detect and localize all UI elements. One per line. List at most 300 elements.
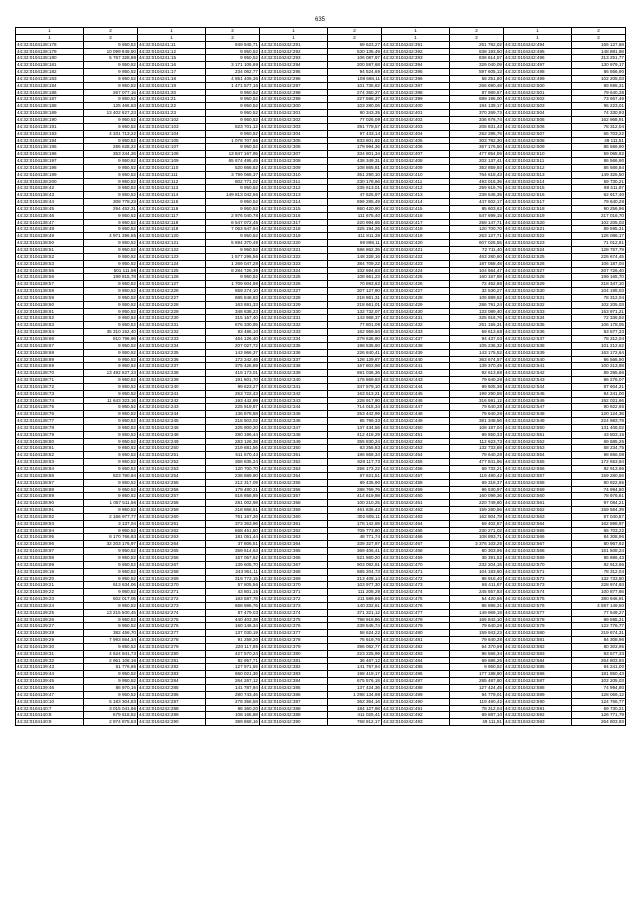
cadastral-value-cell: 104 183,60 (450, 568, 504, 575)
cadastral-number-cell: 44:32:0104242:442 (382, 370, 450, 377)
table-row (16, 602, 626, 609)
cadastral-number-cell: 44:32:0104242:469 (382, 554, 450, 561)
cadastral-number-cell: 44:32:0104242:387 (260, 698, 328, 705)
cadastral-number-cell: 44:32:0104242:577 (504, 609, 572, 616)
cadastral-value-cell: 183 587,78 (206, 596, 260, 603)
cadastral-value-cell: 9 950,52 (84, 219, 138, 226)
cadastral-number-cell: 44:32:0104242:522 (504, 233, 572, 240)
cadastral-number-cell: 44:32:0104242:521 (504, 226, 572, 233)
cadastral-value-cell: 660 021,36 (206, 671, 260, 678)
table-row (16, 253, 626, 260)
cadastral-number-cell: 44:32:0104242:113 (138, 185, 206, 192)
table-body (16, 28, 626, 726)
table-row (16, 96, 626, 103)
cadastral-value-cell: 7 063 647,94 (206, 226, 260, 233)
cadastral-number-cell: 44:32:0104242:593 (504, 719, 572, 726)
cadastral-value-cell: 913 634,06 (84, 582, 138, 589)
table-row (16, 712, 626, 719)
cadastral-value-cell: 9 950,52 (84, 349, 138, 356)
cadastral-number-cell: 44:32:0104242:492 (382, 712, 450, 719)
cadastral-number-cell: 44:32:0104242:236 (138, 356, 206, 363)
cadastral-value-cell: 212 317,09 (206, 479, 260, 486)
cadastral-value-cell: 511 670,43 (206, 452, 260, 459)
cadastral-value-cell: 61 776,65 (84, 664, 138, 671)
cadastral-value-cell: 102 205,03 (572, 678, 626, 685)
cadastral-value-cell: 186 868,34 (328, 452, 382, 459)
cadastral-number-cell: 44:32:0104241:20 (138, 89, 206, 96)
cadastral-number-cell: 44:32:0104138:71 (16, 377, 84, 384)
cadastral-value-cell: 127 424,45 (450, 685, 504, 692)
cadastral-value-cell: 9 950,52 (206, 48, 260, 55)
table-row (16, 698, 626, 705)
header-cell: 1 (260, 28, 328, 35)
cadastral-value-cell: 106 178,05 (572, 322, 626, 329)
cadastral-number-cell: 44:32:0104138:73 (16, 390, 84, 397)
cadastral-number-cell: 44:32:0104139:43 (16, 664, 84, 671)
cadastral-value-cell: 9 950,52 (84, 226, 138, 233)
cadastral-number-cell: 44:32:0104138:80 (16, 438, 84, 445)
cadastral-number-cell: 44:32:0104242:529 (504, 281, 572, 288)
cadastral-number-cell: 44:32:0104242:362 (260, 527, 328, 534)
cadastral-value-cell: 160 099,36 (450, 493, 504, 500)
cadastral-value-cell: 102 205,03 (572, 219, 626, 226)
cadastral-number-cell: 44:32:0104138:197 (16, 158, 84, 165)
cadastral-value-cell: 412 418,29 (328, 431, 382, 438)
cadastral-value-cell: 119 480,42 (450, 472, 504, 479)
cadastral-value-cell: 226 840,41 (328, 349, 382, 356)
cadastral-number-cell: 44:32:0104138:86 (16, 472, 84, 479)
cadastral-value-cell: 127 971,65 (206, 664, 260, 671)
cadastral-number-cell: 44:32:0104242:373 (260, 602, 328, 609)
table-row (16, 192, 626, 199)
cadastral-value-cell: 67 040,87 (572, 513, 626, 520)
cadastral-value-cell: 259 616,76 (450, 185, 504, 192)
cadastral-number-cell: 44:32:0104242:118 (138, 219, 206, 226)
cadastral-value-cell: 84 308,96 (572, 534, 626, 541)
cadastral-value-cell: 136 878,58 (206, 411, 260, 418)
cadastral-value-cell: 9 950,52 (206, 205, 260, 212)
cadastral-number-cell: 44:32:0104138:196 (16, 151, 84, 158)
cadastral-value-cell: 334 801,34 (328, 151, 382, 158)
cadastral-value-cell: 172 653,94 (572, 459, 626, 466)
cadastral-value-cell: 675 576,18 (328, 678, 382, 685)
cadastral-value-cell: 104 564,47 (450, 267, 504, 274)
table-row (16, 685, 626, 692)
cadastral-value-cell: 79 640,28 (450, 411, 504, 418)
cadastral-number-cell: 44:32:0104242:309 (260, 164, 328, 171)
cadastral-number-cell: 44:32:0104242:358 (260, 500, 328, 507)
cadastral-value-cell: 1 057 511,56 (84, 500, 138, 507)
cadastral-number-cell: 44:32:0104242:525 (504, 253, 572, 260)
cadastral-number-cell: 44:32:0104138:56 (16, 274, 84, 281)
cadastral-value-cell: 369 406,41 (328, 548, 382, 555)
cadastral-number-cell: 44:32:0104242:501 (504, 89, 572, 96)
cadastral-number-cell: 44:32:0104139:20 (16, 575, 84, 582)
table-row (16, 75, 626, 82)
cadastral-number-cell: 44:32:0104242:400 (382, 103, 450, 110)
cadastral-number-cell: 44:32:0104242:534 (504, 315, 572, 322)
header-cell: 1 (138, 34, 206, 41)
cadastral-number-cell: 44:32:0104139:26 (16, 616, 84, 623)
cadastral-value-cell: 949 945,71 (206, 41, 260, 48)
cadastral-number-cell: 44:32:0104242:470 (382, 561, 450, 568)
table-row (16, 178, 626, 185)
cadastral-number-cell: 44:32:0104242:441 (382, 363, 450, 370)
cadastral-number-cell: 44:32:0104242:460 (382, 493, 450, 500)
cadastral-value-cell: 463 280,60 (450, 253, 504, 260)
cadastral-value-cell: 230 178,66 (328, 178, 382, 185)
cadastral-value-cell: 98 411,87 (572, 185, 626, 192)
cadastral-number-cell: 44:32:0104242:328 (260, 294, 328, 301)
cadastral-value-cell: 823 780,94 (84, 472, 138, 479)
cadastral-number-cell: 44:32:0104242:413 (382, 192, 450, 199)
table-row (16, 678, 626, 685)
cadastral-number-cell: 44:32:0104242:125 (138, 267, 206, 274)
cadastral-value-cell: 79 640,28 (450, 637, 504, 644)
cadastral-number-cell: 44:32:0104242:319 (260, 233, 328, 240)
cadastral-number-cell: 44:32:0104242:520 (504, 219, 572, 226)
cadastral-value-cell: 245 557,83 (450, 589, 504, 596)
cadastral-value-cell: 199 165,70 (572, 274, 626, 281)
cadastral-value-cell: 501 111,98 (84, 267, 138, 274)
cadastral-value-cell: 120 124,36 (572, 411, 626, 418)
cadastral-number-cell: 44:32:0104242:409 (382, 164, 450, 171)
cadastral-number-cell: 44:32:0104242:291 (260, 41, 328, 48)
cadastral-number-cell: 44:32:0104242:260 (138, 513, 206, 520)
cadastral-number-cell: 44:32:0104242:447 (382, 404, 450, 411)
cadastral-number-cell: 44:32:0104242:255 (138, 479, 206, 486)
cadastral-value-cell: 9 950,52 (84, 548, 138, 555)
cadastral-value-cell: 9 950,52 (84, 82, 138, 89)
cadastral-number-cell: 44:32:0104242:395 (382, 69, 450, 76)
cadastral-number-cell: 44:32:0104242:554 (504, 452, 572, 459)
cadastral-value-cell: 2 976 040,78 (206, 212, 260, 219)
cadastral-value-cell: 94 241,00 (572, 664, 626, 671)
cadastral-value-cell: 9 950,52 (84, 678, 138, 685)
cadastral-value-cell: 192 021,66 (572, 397, 626, 404)
cadastral-number-cell: 44:32:0104242:557 (504, 472, 572, 479)
cadastral-value-cell: 355 830,24 (328, 438, 382, 445)
cadastral-value-cell: 477 841,66 (450, 459, 504, 466)
cadastral-value-cell: 193 442,99 (206, 397, 260, 404)
cadastral-value-cell: 112 623,73 (450, 438, 504, 445)
cadastral-value-cell: 179 994,36 (328, 144, 382, 151)
cadastral-number-cell: 44:32:0104242:587 (504, 678, 572, 685)
cadastral-number-cell: 44:32:0104139:27 (16, 623, 84, 630)
cadastral-value-cell: 9 950,52 (206, 274, 260, 281)
cadastral-value-cell: 9 950,52 (84, 616, 138, 623)
cadastral-number-cell: 44:32:0104242:548 (504, 411, 572, 418)
cadastral-value-cell: 72 336,92 (572, 315, 626, 322)
cadastral-number-cell: 44:32:0104242:466 (382, 534, 450, 541)
cadastral-number-cell: 44:32:0104242:293 (260, 55, 328, 62)
table-row (16, 418, 626, 425)
cadastral-value-cell: 126 771,79 (572, 712, 626, 719)
cadastral-value-cell: 3 137,04 (84, 520, 138, 527)
cadastral-value-cell: 131 406,02 (572, 424, 626, 431)
cadastral-number-cell: 44:32:0104139:25 (16, 609, 84, 616)
cadastral-value-cell: 9 950,52 (84, 247, 138, 254)
cadastral-value-cell: 253 442,99 (328, 411, 382, 418)
cadastral-number-cell: 44:32:0104242:543 (504, 377, 572, 384)
cadastral-number-cell: 44:32:0104139:23 (16, 596, 84, 603)
cadastral-number-cell: 44:32:0104139:32 (16, 657, 84, 664)
cadastral-value-cell: 102 205,03 (572, 301, 626, 308)
cadastral-number-cell: 44:32:0104242:527 (504, 267, 572, 274)
cadastral-number-cell: 44:32:0104242:485 (382, 664, 450, 671)
cadastral-value-cell: 94 524,69 (328, 69, 382, 76)
cadastral-number-cell: 44:32:0104242:457 (382, 472, 450, 479)
cadastral-value-cell: 62 917,40 (572, 192, 626, 199)
cadastral-value-cell: 9 950,52 (206, 247, 260, 254)
table-row (16, 438, 626, 445)
cadastral-value-cell: 218 503,02 (206, 418, 260, 425)
table-row (16, 431, 626, 438)
cadastral-value-cell: 218 866,51 (206, 507, 260, 514)
cadastral-value-cell: 586 862,35 (328, 247, 382, 254)
cadastral-value-cell: 263 127,71 (450, 233, 504, 240)
cadastral-value-cell: 87 604,31 (572, 383, 626, 390)
cadastral-number-cell: 44:32:0104242:381 (260, 657, 328, 664)
cadastral-number-cell: 44:32:0104138:97 (16, 548, 84, 555)
cadastral-number-cell: 44:32:0104242:573 (504, 582, 572, 589)
cadastral-number-cell: 44:32:0104242:518 (504, 205, 572, 212)
cadastral-number-cell: 44:32:0104138:82 (16, 452, 84, 459)
cadastral-value-cell: 86 411,87 (450, 582, 504, 589)
header-cell: 1 (138, 28, 206, 35)
cadastral-number-cell: 44:32:0104242:314 (260, 199, 328, 206)
cadastral-number-cell: 44:32:0104242:519 (504, 212, 572, 219)
cadastral-value-cell: 161 508,24 (572, 548, 626, 555)
cadastral-value-cell: 308 778,23 (84, 199, 138, 206)
cadastral-value-cell: 243 951,11 (206, 568, 260, 575)
cadastral-value-cell: 100 213,98 (572, 363, 626, 370)
cadastral-value-cell: 225 674,45 (572, 253, 626, 260)
cadastral-value-cell: 90 922,65 (572, 479, 626, 486)
cadastral-value-cell: 78 312,04 (572, 123, 626, 130)
cadastral-value-cell: 172 242,46 (206, 356, 260, 363)
cadastral-value-cell: 9 950,52 (206, 96, 260, 103)
cadastral-number-cell: 44:32:0104242:464 (382, 520, 450, 527)
cadastral-value-cell: 464 126,40 (206, 335, 260, 342)
cadastral-value-cell: 219 674,31 (572, 630, 626, 637)
cadastral-value-cell: 1 577 296,56 (206, 253, 260, 260)
cadastral-number-cell: 44:32:0104242:389 (260, 712, 328, 719)
cadastral-value-cell: 225 900,20 (206, 424, 260, 431)
table-row (16, 301, 626, 308)
cadastral-number-cell: 44:32:0104242:294 (260, 62, 328, 69)
cadastral-number-cell: 44:32:0104242:253 (138, 466, 206, 473)
cadastral-value-cell: 9 950,52 (84, 308, 138, 315)
cadastral-number-cell: 44:32:0104242:563 (504, 513, 572, 520)
cadastral-value-cell: 9 950,52 (84, 452, 138, 459)
cadastral-number-cell: 44:32:0104242:532 (504, 301, 572, 308)
cadastral-number-cell: 44:32:0104242:477 (382, 609, 450, 616)
table-row (16, 390, 626, 397)
cadastral-number-cell: 44:32:0104242:359 (260, 507, 328, 514)
cadastral-number-cell: 44:32:0104242:397 (382, 82, 450, 89)
cadastral-number-cell: 44:32:0104242:366 (260, 554, 328, 561)
cadastral-value-cell: 94 241,00 (572, 390, 626, 397)
cadastral-number-cell: 44:32:0104242:547 (504, 404, 572, 411)
cadastral-number-cell: 44:32:0104242:394 (382, 62, 450, 69)
cadastral-number-cell: 44:32:0104138:90 (16, 500, 84, 507)
cadastral-value-cell: 220 117,85 (206, 643, 260, 650)
table-row (16, 691, 626, 698)
cadastral-number-cell: 44:32:0104242:353 (260, 466, 328, 473)
cadastral-value-cell: 36 467,12 (328, 657, 382, 664)
cadastral-value-cell: 9 950,52 (84, 171, 138, 178)
cadastral-value-cell: 5 767 328,88 (84, 55, 138, 62)
cadastral-number-cell: 44:32:0104242:376 (260, 623, 328, 630)
cadastral-number-cell: 44:32:0104242:539 (504, 349, 572, 356)
cadastral-value-cell: 9 950,52 (84, 479, 138, 486)
cadastral-number-cell: 44:32:0104242:535 (504, 322, 572, 329)
cadastral-value-cell: 198 535,60 (328, 342, 382, 349)
cadastral-value-cell: 9 950,52 (84, 62, 138, 69)
cadastral-value-cell: 181 850,43 (572, 671, 626, 678)
cadastral-number-cell: 44:32:0104138:78 (16, 424, 84, 431)
table-row (16, 452, 626, 459)
cadastral-value-cell: 286 791,24 (450, 301, 504, 308)
cadastral-number-cell: 44:32:0104242:439 (382, 349, 450, 356)
cadastral-value-cell: 313 251,77 (572, 55, 626, 62)
header-cell: 1 (382, 28, 450, 35)
cadastral-number-cell: 44:32:0104242:272 (138, 596, 206, 603)
cadastral-value-cell: 162 898,97 (572, 520, 626, 527)
cadastral-number-cell: 44:32:0104242:315 (260, 205, 328, 212)
cadastral-value-cell: 32 203 176,97 (84, 541, 138, 548)
cadastral-number-cell: 44:32:0104242:344 (260, 404, 328, 411)
cadastral-value-cell: 74 994,80 (572, 486, 626, 493)
cadastral-number-cell: 44:32:0104242:416 (382, 212, 450, 219)
cadastral-value-cell: 823 701,12 (206, 123, 260, 130)
cadastral-number-cell: 44:32:0104242:327 (260, 288, 328, 295)
cadastral-value-cell: 3 376 103,25 (450, 541, 504, 548)
cadastral-value-cell: 427 570,24 (206, 650, 260, 657)
cadastral-number-cell: 44:32:0104242:450 (382, 424, 450, 431)
cadastral-number-cell: 44:32:0104140:9 (16, 719, 84, 726)
cadastral-value-cell: 679 518,52 (84, 712, 138, 719)
cadastral-number-cell: 44:32:0104242:569 (504, 554, 572, 561)
cadastral-number-cell: 44:32:0104242:388 (260, 705, 328, 712)
cadastral-number-cell: 44:32:0104138:69 (16, 363, 84, 370)
cadastral-number-cell: 44:32:0104242:512 (504, 164, 572, 171)
cadastral-number-cell: 44:32:0104242:499 (504, 75, 572, 82)
cadastral-value-cell: 108 661,23 (328, 274, 382, 281)
cadastral-value-cell: 274 350,27 (328, 89, 382, 96)
cadastral-number-cell: 44:32:0104242:406 (382, 144, 450, 151)
cadastral-number-cell: 44:32:0104242:256 (138, 486, 206, 493)
cadastral-number-cell: 44:32:0104139:21 (16, 582, 84, 589)
cadastral-value-cell: 108 165,88 (206, 712, 260, 719)
cadastral-number-cell: 44:32:0104242:124 (138, 260, 206, 267)
cadastral-number-cell: 44:32:0104242:346 (260, 418, 328, 425)
table-row (16, 411, 626, 418)
cadastral-value-cell: 71 012,91 (572, 240, 626, 247)
cadastral-value-cell: 43 803,15 (572, 431, 626, 438)
cadastral-number-cell: 44:32:0104242:349 (260, 438, 328, 445)
table-row (16, 397, 626, 404)
header-cell: 2 (84, 34, 138, 41)
cadastral-value-cell: 224 983,79 (572, 418, 626, 425)
cadastral-number-cell: 44:32:0104138:189 (16, 110, 84, 117)
cadastral-value-cell: 149 325,50 (572, 171, 626, 178)
cadastral-number-cell: 44:32:0104138:186 (16, 89, 84, 96)
cadastral-number-cell: 44:32:0104138:184 (16, 82, 84, 89)
cadastral-number-cell: 44:32:0104242:384 (260, 678, 328, 685)
cadastral-number-cell: 44:32:0104138:81 (16, 445, 84, 452)
cadastral-value-cell: 86 566,90 (572, 158, 626, 165)
cadastral-number-cell: 44:32:0104242:270 (138, 582, 206, 589)
cadastral-number-cell: 44:32:0104242:402 (382, 116, 450, 123)
cadastral-number-cell: 44:32:0104241:23 (138, 110, 206, 117)
cadastral-value-cell: 72 462,86 (450, 281, 504, 288)
cadastral-number-cell: 44:32:0104242:304 (260, 130, 328, 137)
cadastral-number-cell: 44:32:0104242:404 (382, 130, 450, 137)
cadastral-number-cell: 44:32:0104242:454 (382, 452, 450, 459)
table-row (16, 260, 626, 267)
cadastral-number-cell: 44:32:0104242:251 (138, 452, 206, 459)
cadastral-number-cell: 44:32:0104242:463 (382, 513, 450, 520)
cadastral-number-cell: 44:32:0104242:420 (382, 240, 450, 247)
cadastral-number-cell: 44:32:0104242:448 (382, 411, 450, 418)
cadastral-number-cell: 44:32:0104242:279 (138, 643, 206, 650)
cadastral-value-cell: 79 640,28 (450, 452, 504, 459)
cadastral-number-cell: 44:32:0104242:453 (382, 445, 450, 452)
cadastral-value-cell: 80 967,62 (572, 541, 626, 548)
cadastral-number-cell: 44:32:0104138:181 (16, 62, 84, 69)
cadastral-value-cell: 2 166 977,77 (84, 513, 138, 520)
cadastral-number-cell: 44:32:0104242:119 (138, 226, 206, 233)
cadastral-value-cell: 256 173,22 (328, 466, 382, 473)
cadastral-number-cell: 44:32:0104242:233 (138, 335, 206, 342)
cadastral-value-cell: 9 950,52 (84, 493, 138, 500)
cadastral-number-cell: 44:32:0104242:252 (138, 459, 206, 466)
cadastral-value-cell: 9 950,52 (84, 575, 138, 582)
cadastral-number-cell: 44:32:0104138:43 (16, 192, 84, 199)
cadastral-number-cell: 44:32:0104242:281 (138, 657, 206, 664)
cadastral-number-cell: 44:32:0104242:546 (504, 397, 572, 404)
cadastral-value-cell: 59 730,21 (572, 178, 626, 185)
cadastral-value-cell: 363 674,57 (450, 356, 504, 363)
cadastral-number-cell: 44:32:0104242:234 (138, 342, 206, 349)
cadastral-number-cell: 44:32:0104139:46 (16, 685, 84, 692)
cadastral-value-cell: 162 959,94 (328, 329, 382, 336)
cadastral-value-cell: 9 950,52 (84, 424, 138, 431)
cadastral-value-cell: 137 434,56 (328, 424, 382, 431)
cadastral-value-cell: 100 877,66 (572, 589, 626, 596)
cadastral-value-cell: 9 950,52 (206, 116, 260, 123)
cadastral-number-cell: 44:32:0104242:310 (260, 171, 328, 178)
cadastral-number-cell: 44:32:0104242:536 (504, 329, 572, 336)
cadastral-number-cell: 44:32:0104242:411 (382, 178, 450, 185)
cadastral-number-cell: 44:32:0104242:290 (138, 719, 206, 726)
cadastral-number-cell: 44:32:0104242:329 (260, 301, 328, 308)
header-cell: 2 (572, 34, 626, 41)
table-row (16, 404, 626, 411)
cadastral-value-cell: 181 051,44 (206, 534, 260, 541)
cadastral-number-cell: 44:32:0104242:433 (382, 329, 450, 336)
cadastral-number-cell: 44:32:0104242:438 (382, 342, 450, 349)
cadastral-value-cell: 279 636,90 (328, 335, 382, 342)
cadastral-value-cell: 315 157,40 (206, 315, 260, 322)
cadastral-value-cell: 139 605,70 (206, 561, 260, 568)
cadastral-number-cell: 44:32:0104138:182 (16, 69, 84, 76)
cadastral-value-cell: 103 977,30 (328, 582, 382, 589)
cadastral-number-cell: 44:32:0104242:589 (504, 691, 572, 698)
cadastral-number-cell: 44:32:0104242:503 (504, 103, 572, 110)
